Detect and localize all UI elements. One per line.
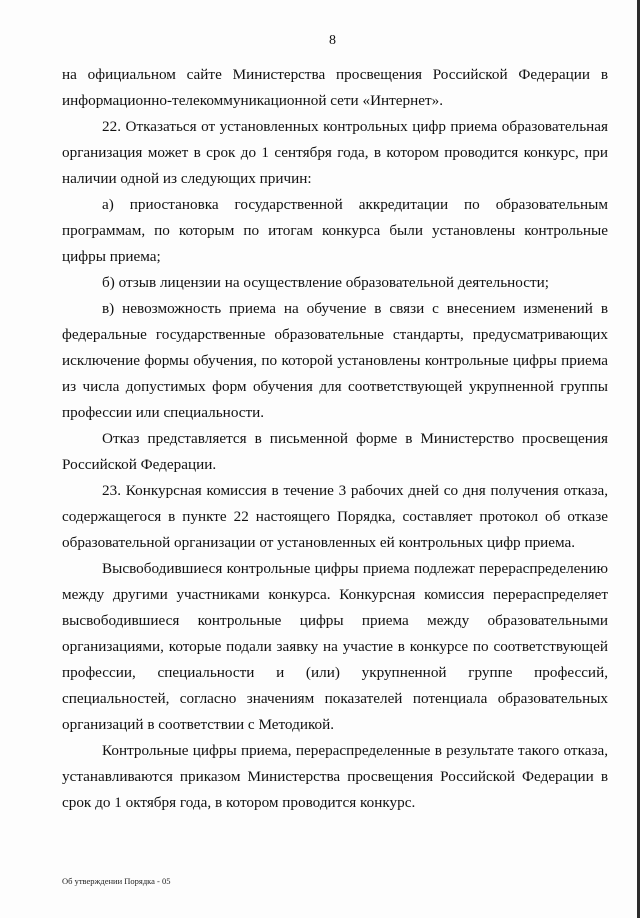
- footer-note: Об утверждении Порядка - 05: [62, 876, 171, 886]
- paragraph-item-23: 23. Конкурсная комиссия в течение 3 рабочих дней со дня получения отказа, содержащегося в пункте 22 настоящего Порядка, составляет протокол об отказе образовательной организации от установленных ей контрольных цифр приема.: [62, 482, 608, 551]
- paragraph-subitem-v: в) невозможность приема на обучение в связи с внесением изменений в федеральные государственные образовательные стандарты, предусматривающих исключение формы обучения, по которой установлены контрольные цифры приема из числа допустимых форм обучения для соответствующей укрупненной группы профессии или специальности.: [62, 300, 608, 421]
- paragraph-subitem-a: а) приостановка государственной аккредитации по образовательным программам, по которым по итогам конкурса были установлены контрольные цифры приема;: [62, 196, 608, 265]
- paragraph-continuation: на официальном сайте Министерства просвещения Российской Федерации в информационно-телекоммуникационной сети «Интернет».: [62, 66, 608, 109]
- paragraph-redistribution: Высвободившиеся контрольные цифры приема подлежат перераспределению между другими участниками конкурса. Конкурсная комиссия перераспределяет высвободившиеся контрольные цифры приема между образовательными организациями, которые подали заявку на участие в конкурсе по соответствующей профессии, специальности и (или) укрупненной группе профессий, специальностей, согласно значениям показателей потенциала образовательных организаций в соответствии с Методикой.: [62, 560, 608, 733]
- page-number: 8: [329, 33, 336, 48]
- document-body: [62, 62, 608, 816]
- paragraph-order-deadline: Контрольные цифры приема, перераспределенные в результате такого отказа, устанавливаются приказом Министерства просвещения Российской Федерации в срок до 1 октября года, в котором проводится конкурс.: [62, 742, 608, 811]
- paragraph-subitem-b: б) отзыв лицензии на осуществление образовательной деятельности;: [102, 274, 549, 291]
- paragraph-refusal-form: Отказ представляется в письменной форме в Министерство просвещения Российской Федерации.: [62, 430, 608, 473]
- paragraph-item-22: 22. Отказаться от установленных контрольных цифр приема образовательная организация может в срок до 1 сентября года, в котором проводится конкурс, при наличии одной из следующих причин:: [62, 118, 608, 187]
